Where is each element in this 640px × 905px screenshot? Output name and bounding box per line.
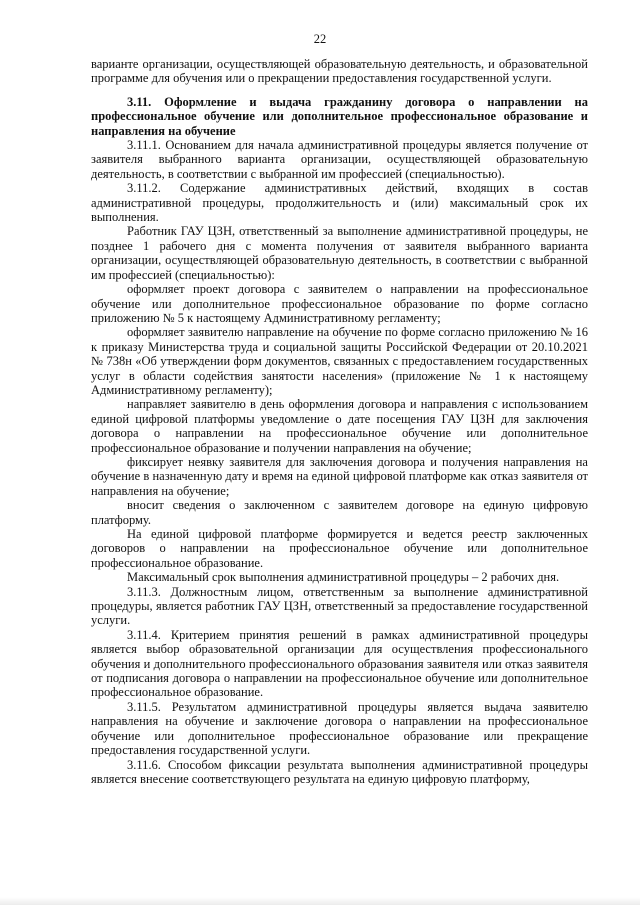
paragraph-continuation: варианте организации, осуществляющей образовательную деятельность, и образовательной программе для обучения или о прекращении предоставления государственной услуги. — [91, 57, 588, 86]
list-item: фиксирует неявку заявителя для заключения договора и получения направления на обучение в назначенную дату и время на единой цифровой платформе как отказ заявителя от направления на обучение; — [91, 454, 588, 498]
paragraph: 3.11.6. Способом фиксации результата выполнения административной процедуры является внесение соответствующего результата на единую цифровую платформу, — [91, 757, 588, 786]
section-heading: 3.11. Оформление и выдача гражданину договора о направлении на профессиональное обучение или дополнительное профессиональное образование и направления на обучение — [91, 94, 588, 138]
page-number: 22 — [313, 32, 327, 46]
list-item: оформляет заявителю направление на обучение по форме согласно приложению № 16 к приказу Министерства труда и социальной защиты Российской Федерации от 20.10.2021 № 738н «Об утверждении форм документов, связанных с предоставлением государственных услуг в области содействия занятости населения» (приложение № 1 к настоящему Административному регламенту); — [91, 325, 588, 397]
list-item: направляет заявителю в день оформления договора и направления с использованием единой цифровой платформы уведомление о дате посещения ГАУ ЦЗН для заключения договора о направлении на профессиональное обучение или дополнительное профессиональное образование и получении направления на обучение; — [91, 397, 588, 455]
paragraph: 3.11.4. Критерием принятия решений в рамках административной процедуры является выбор образовательной организации для осуществления профессионального обучения и дополнительного профессионального образования заявителя или отказ заявителя от подписания договора о направлении на профессиональное обучение или дополнительное профессиональное образование. — [91, 627, 588, 700]
paragraph: 3.11.3. Должностным лицом, ответственным за выполнение административной процедуры, является работник ГАУ ЦЗН, ответственный за предоставление государственной услуги. — [91, 584, 588, 628]
paragraph: Работник ГАУ ЦЗН, ответственный за выполнение административной процедуры, не позднее 1 рабочего дня с момента получения от заявителя выбранного варианта организации, осуществляющей образовательную деятельность, в соответствии с выбранной им профессией (специальностью): — [91, 224, 588, 282]
paragraph: 3.11.5. Результатом административной процедуры является выдача заявителю направления на обучение и заключение договора о направлении на профессиональное обучение или дополнительное профессиональное образование или прекращение предоставления государственной услуги. — [91, 699, 588, 758]
paragraph: На единой цифровой платформе формируется и ведется реестр заключенных договоров о направлении на профессиональное обучение или дополнительное профессиональное образование. — [91, 527, 588, 570]
paragraph: 3.11.1. Основанием для начала административной процедуры является получение от заявителя выбранного варианта организации, осуществляющей образовательную деятельность, в соответствии с выбранной им профессией (специальностью). — [91, 138, 588, 181]
paragraph: 3.11.2. Содержание административных действий, входящих в состав административной процедуры, продолжительность и (или) максимальный срок их выполнения. — [91, 181, 588, 225]
page-body — [91, 57, 588, 786]
list-item: оформляет проект договора с заявителем о направлении на профессиональное обучение или дополнительное профессиональное образование по форме согласно приложению № 5 к настоящему Административному регламенту; — [91, 282, 588, 325]
list-item: вносит сведения о заключенном с заявителем договоре на единую цифровую платформу. — [91, 498, 588, 527]
paragraph: Максимальный срок выполнения административной процедуры – 2 рабочих дня. — [127, 570, 560, 585]
scan-edge-shadow — [0, 897, 640, 905]
